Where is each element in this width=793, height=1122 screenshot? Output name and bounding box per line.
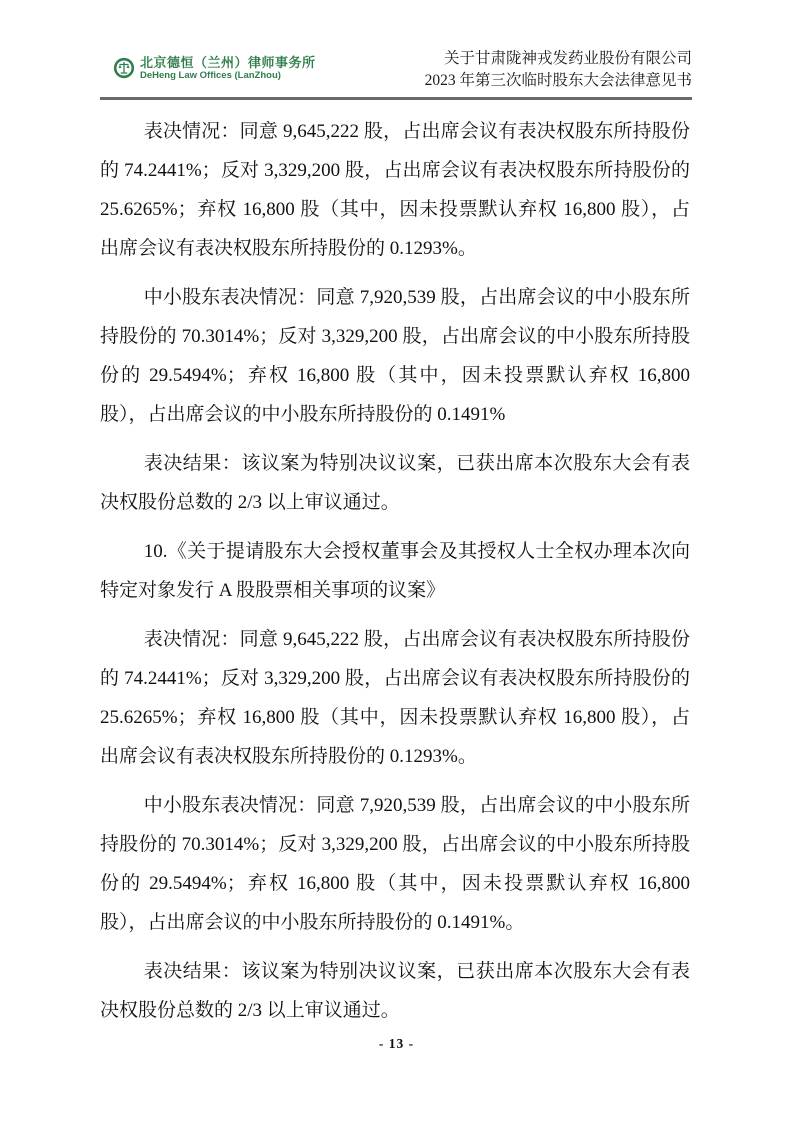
body-paragraph: 表决结果：该议案为特别决议议案，已获出席本次股东大会有表决权股份总数的 2/3 以上审议通过。 bbox=[100, 453, 690, 513]
document-title bbox=[425, 48, 692, 92]
document-body bbox=[100, 112, 690, 1030]
firm-name-english: DeHeng Law Offices (LanZhou) bbox=[140, 69, 281, 81]
body-paragraph: 表决情况：同意 9,645,222 股，占出席会议有表决权股东所持股份的 74.2441%；反对 3,329,200 股，占出席会议有表决权股东所持股份的 25.6265%；弃权 16,800 股（其中，因未投票默认弃权 16,800 股），占出席会议有表决权股东所持股份的 0.1293%。 bbox=[100, 629, 690, 767]
body-paragraph: 表决情况：同意 9,645,222 股，占出席会议有表决权股东所持股份的 74.2441%；反对 3,329,200 股，占出席会议有表决权股东所持股份的 25.6265%；弃权 16,800 股（其中，因未投票默认弃权 16,800 股），占出席会议有表决权股东所持股份的 0.1293%。 bbox=[100, 121, 690, 259]
firm-name-block bbox=[140, 56, 316, 81]
body-paragraph: 中小股东表决情况：同意 7,920,539 股，占出席会议的中小股东所持股份的 70.3014%；反对 3,329,200 股，占出席会议的中小股东所持股份的 29.5494%；弃权 16,800 股（其中，因未投票默认弃权 16,800 股），占出席会议的中小股东所持股份的 0.1491% bbox=[100, 287, 690, 425]
body-paragraph: 表决结果：该议案为特别决议议案，已获出席本次股东大会有表决权股份总数的 2/3 以上审议通过。 bbox=[100, 961, 690, 1021]
document-title-line1: 关于甘肃陇神戎发药业股份有限公司 bbox=[443, 50, 692, 67]
document-title-line2: 2023 年第三次临时股东大会法律意见书 bbox=[424, 72, 692, 89]
law-firm-emblem-icon bbox=[113, 57, 135, 79]
law-firm-logo bbox=[113, 56, 316, 81]
body-paragraph: 中小股东表决情况：同意 7,920,539 股，占出席会议的中小股东所持股份的 70.3014%；反对 3,329,200 股，占出席会议的中小股东所持股份的 29.5494%；弃权 16,800 股（其中，因未投票默认弃权 16,800 股），占出席会议的中小股东所持股份的 0.1491%。 bbox=[100, 795, 690, 933]
page-header bbox=[100, 0, 692, 100]
firm-name-chinese: 北京德恒（兰州）律师事务所 bbox=[140, 54, 316, 70]
page-number: - 13 - bbox=[378, 1036, 415, 1051]
body-paragraph: 10.《关于提请股东大会授权董事会及其授权人士全权办理本次向特定对象发行 A 股股票相关事项的议案》 bbox=[100, 541, 690, 601]
